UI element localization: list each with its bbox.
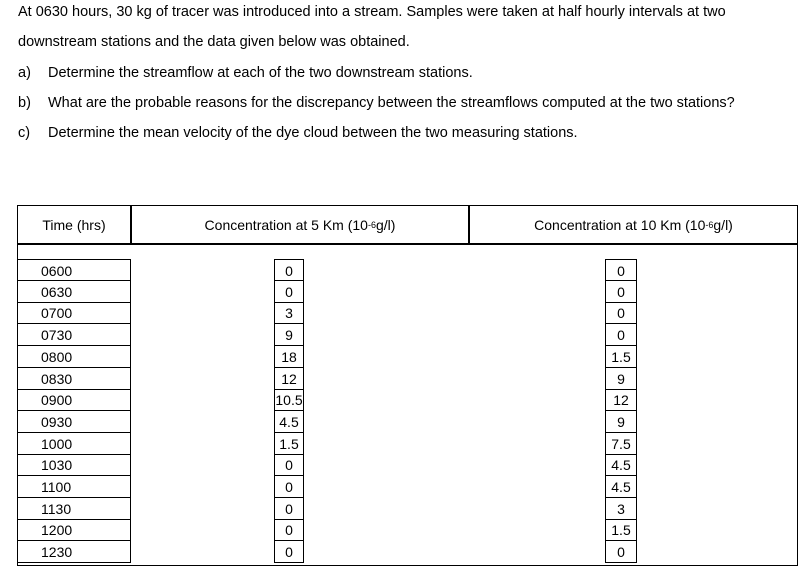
conc-10km-cell: 0 [605,281,637,303]
conc-5km-cell: 12 [274,368,304,390]
question-a-text: Determine the streamflow at each of the two downstream stations. [48,65,473,81]
conc-10km-cell: 12 [605,389,637,411]
time-cell: 0900 [17,389,131,411]
conc-5km-cell: 0 [274,519,304,541]
table-body-frame [17,244,798,566]
conc-5km-cell: 0 [274,259,304,281]
header-conc-10km-suffix: g/l) [713,216,733,233]
time-cell: 0830 [17,368,131,390]
intro-line-2: downstream stations and the data given below was obtained. [18,34,410,50]
time-cell: 1030 [17,454,131,476]
conc-5km-cell: 9 [274,324,304,346]
conc-10km-cell: 1.5 [605,519,637,541]
time-cell: 0600 [17,259,131,281]
data-table [17,205,798,566]
conc-10km-cell: 7.5 [605,433,637,455]
conc-10km-cell: 0 [605,302,637,324]
conc-10km-cell: 1.5 [605,346,637,368]
conc-5km-cell: 0 [274,498,304,520]
question-c-label: c) [18,125,31,141]
time-cell: 0930 [17,411,131,433]
time-cell: 1230 [17,541,131,563]
question-c [18,123,578,143]
conc-5km-cell: 0 [274,454,304,476]
question-c-text: Determine the mean velocity of the dye cloud between the two measuring stations. [48,125,578,141]
intro-line-1: At 0630 hours, 30 kg of tracer was introduced into a stream. Samples were taken at half hourly intervals at two [18,4,726,20]
time-cell: 1130 [17,498,131,520]
conc-5km-cell: 18 [274,346,304,368]
conc-10km-cell: 4.5 [605,476,637,498]
conc-10km-cell: 0 [605,324,637,346]
conc-10km-cell: 9 [605,368,637,390]
conc-10km-cell: 0 [605,259,637,281]
conc-5km-cell: 10.5 [274,389,304,411]
header-conc-10km-prefix: Concentration at 10 Km (10 [534,216,706,233]
conc-5km-cell: 1.5 [274,433,304,455]
time-cell: 1100 [17,476,131,498]
conc-10km-cell: 4.5 [605,454,637,476]
conc-5km-cell: 0 [274,476,304,498]
conc-5km-cell: 3 [274,302,304,324]
time-cell: 1200 [17,519,131,541]
conc-10km-cell: 0 [605,541,637,563]
conc-10km-cell: 9 [605,411,637,433]
question-b-text: What are the probable reasons for the discrepancy between the streamflows computed at the two stations? [48,95,735,111]
question-b [18,93,735,113]
time-cell: 0800 [17,346,131,368]
header-conc-5km-suffix: g/l) [375,216,396,233]
conc-5km-cell: 4.5 [274,411,304,433]
time-cell: 0730 [17,324,131,346]
question-a-label: a) [18,65,31,81]
header-conc-10km: Concentration at 10 Km (10 -6 g/l) [534,216,733,233]
conc-5km-cell: 0 [274,541,304,563]
conc-10km-cell: 3 [605,498,637,520]
header-conc-5km-prefix: Concentration at 5 Km (10 [204,216,368,233]
header-conc-5km: Concentration at 5 Km (10 -6 g/l) [204,216,396,233]
conc-5km-cell: 0 [274,281,304,303]
time-cell: 0630 [17,281,131,303]
header-time: Time (hrs) [42,216,106,233]
time-cell: 0700 [17,302,131,324]
question-a [18,63,473,83]
time-cell: 1000 [17,433,131,455]
question-b-label: b) [18,95,31,111]
